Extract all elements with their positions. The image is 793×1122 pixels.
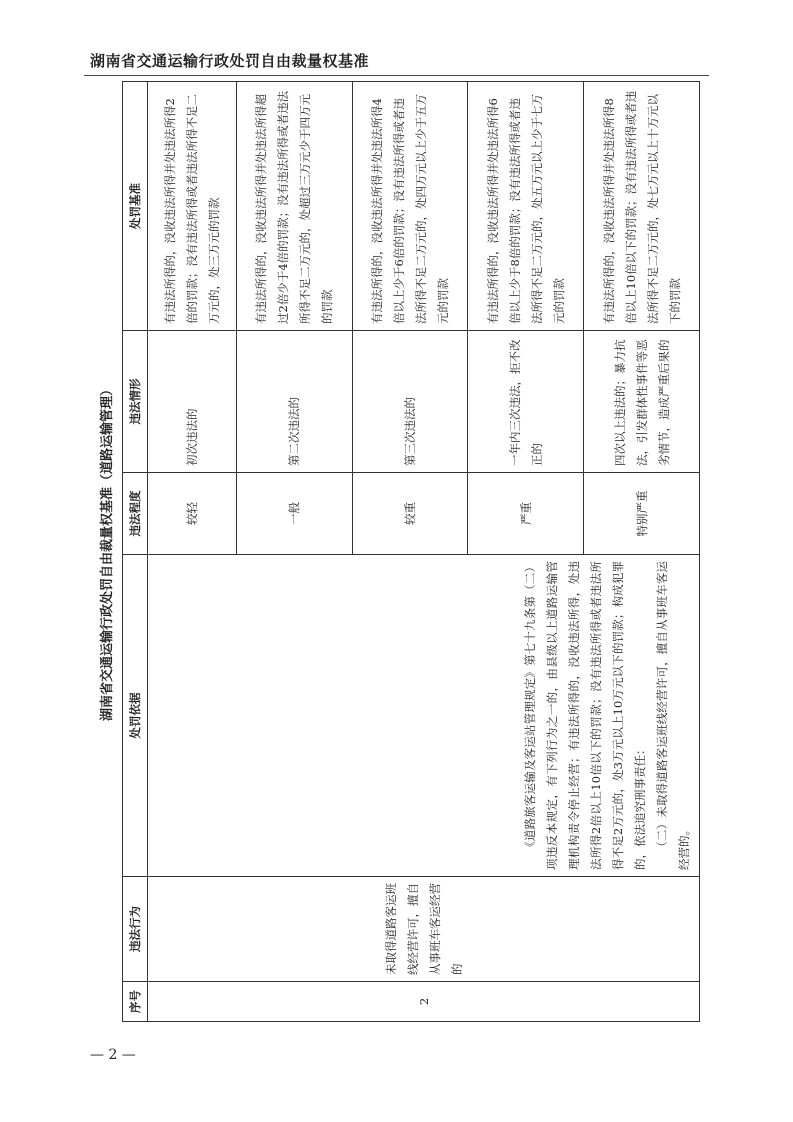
degree-cell: 较重 xyxy=(352,473,468,555)
standard-cell: 有违法所得的，没收违法所得并处违法所得超过2倍少于4倍的罚款；没有违法所得或者违法所得不足二万元的，处超过三万元少于四万元的罚款 xyxy=(236,82,352,331)
degree-cell: 严重 xyxy=(468,473,584,555)
header-basis: 处罚依据 xyxy=(123,555,148,877)
penalty-basis xyxy=(148,555,700,877)
degree-cell: 特别严重 xyxy=(584,473,700,555)
header-row xyxy=(123,82,148,1022)
violation-behavior: 未取得道路客运班线经营许可，擅自从事班车客运经营的 xyxy=(148,877,700,982)
table-title: 湖南省交通运输行政处罚自由裁量权基准（道路运输管理） xyxy=(100,383,115,722)
header-divider xyxy=(84,75,709,76)
header-behavior: 违法行为 xyxy=(123,877,148,982)
standard-cell: 有违法所得的，没收违法所得并处违法所得2倍的罚款；没有违法所得或者违法所得不足二万元的，处三万元的罚款 xyxy=(148,82,237,331)
header-standard: 处罚基准 xyxy=(123,82,148,331)
circumstance-cell: 一年内三次违法，拒不改正的 xyxy=(468,331,584,473)
header-degree: 违法程度 xyxy=(123,473,148,555)
basis-paragraph-2: （二）未取得道路客运班线经营许可，擅自从事班车客运经营的。 xyxy=(655,561,691,870)
page-header: 湖南省交通运输行政处罚自由裁量权基准 xyxy=(90,52,370,70)
standard-cell: 有违法所得的，没收违法所得并处违法所得6倍以上少于8倍的罚款；没有违法所得或者违法所得不足二万元的，处五万元以上少于七万元的罚款 xyxy=(468,82,584,331)
penalty-table xyxy=(122,81,700,1022)
circumstance-cell: 第三次违法的 xyxy=(352,331,468,473)
header-no: 序号 xyxy=(123,982,148,1022)
table-row xyxy=(148,82,237,1022)
circumstance-cell: 四次以上违法的；暴力抗法，引发群体性事件等恶劣情节，造成严重后果的 xyxy=(584,331,700,473)
standard-cell: 有违法所得的，没收违法所得并处违法所得8倍以上10倍以下的罚款；没有违法所得或者违法所得不足二万元的，处七万元以上十万元以下的罚款 xyxy=(584,82,700,331)
circumstance-cell: 第二次违法的 xyxy=(236,331,352,473)
header-circumstance: 违法情形 xyxy=(123,331,148,473)
degree-cell: 一般 xyxy=(236,473,352,555)
standard-cell: 有违法所得的，没收违法所得并处违法所得4倍以上少于6倍的罚款；没有违法所得或者违法所得不足二万元的，处四万元以上少于五万元的罚款 xyxy=(352,82,468,331)
page-number: — 2 — xyxy=(90,1047,136,1063)
circumstance-cell: 初次违法的 xyxy=(148,331,237,473)
degree-cell: 较轻 xyxy=(148,473,237,555)
item-number: 2 xyxy=(148,982,700,1022)
basis-paragraph-1: 《道路旅客运输及客运站管理规定》第七十九条第（二）项违反本规定，有下列行为之一的，由县级以上道路运输管理机构责令停止经营；有违法所得的，没收违法所得，处违法所得2倍以上10倍以下的罚款；没有违法所得或者违法所得不足2万元的，处3万元以上10万元以下的罚款；构成犯罪的，依法追究刑事责任： xyxy=(523,561,647,870)
rotated-table-block xyxy=(100,82,700,1022)
